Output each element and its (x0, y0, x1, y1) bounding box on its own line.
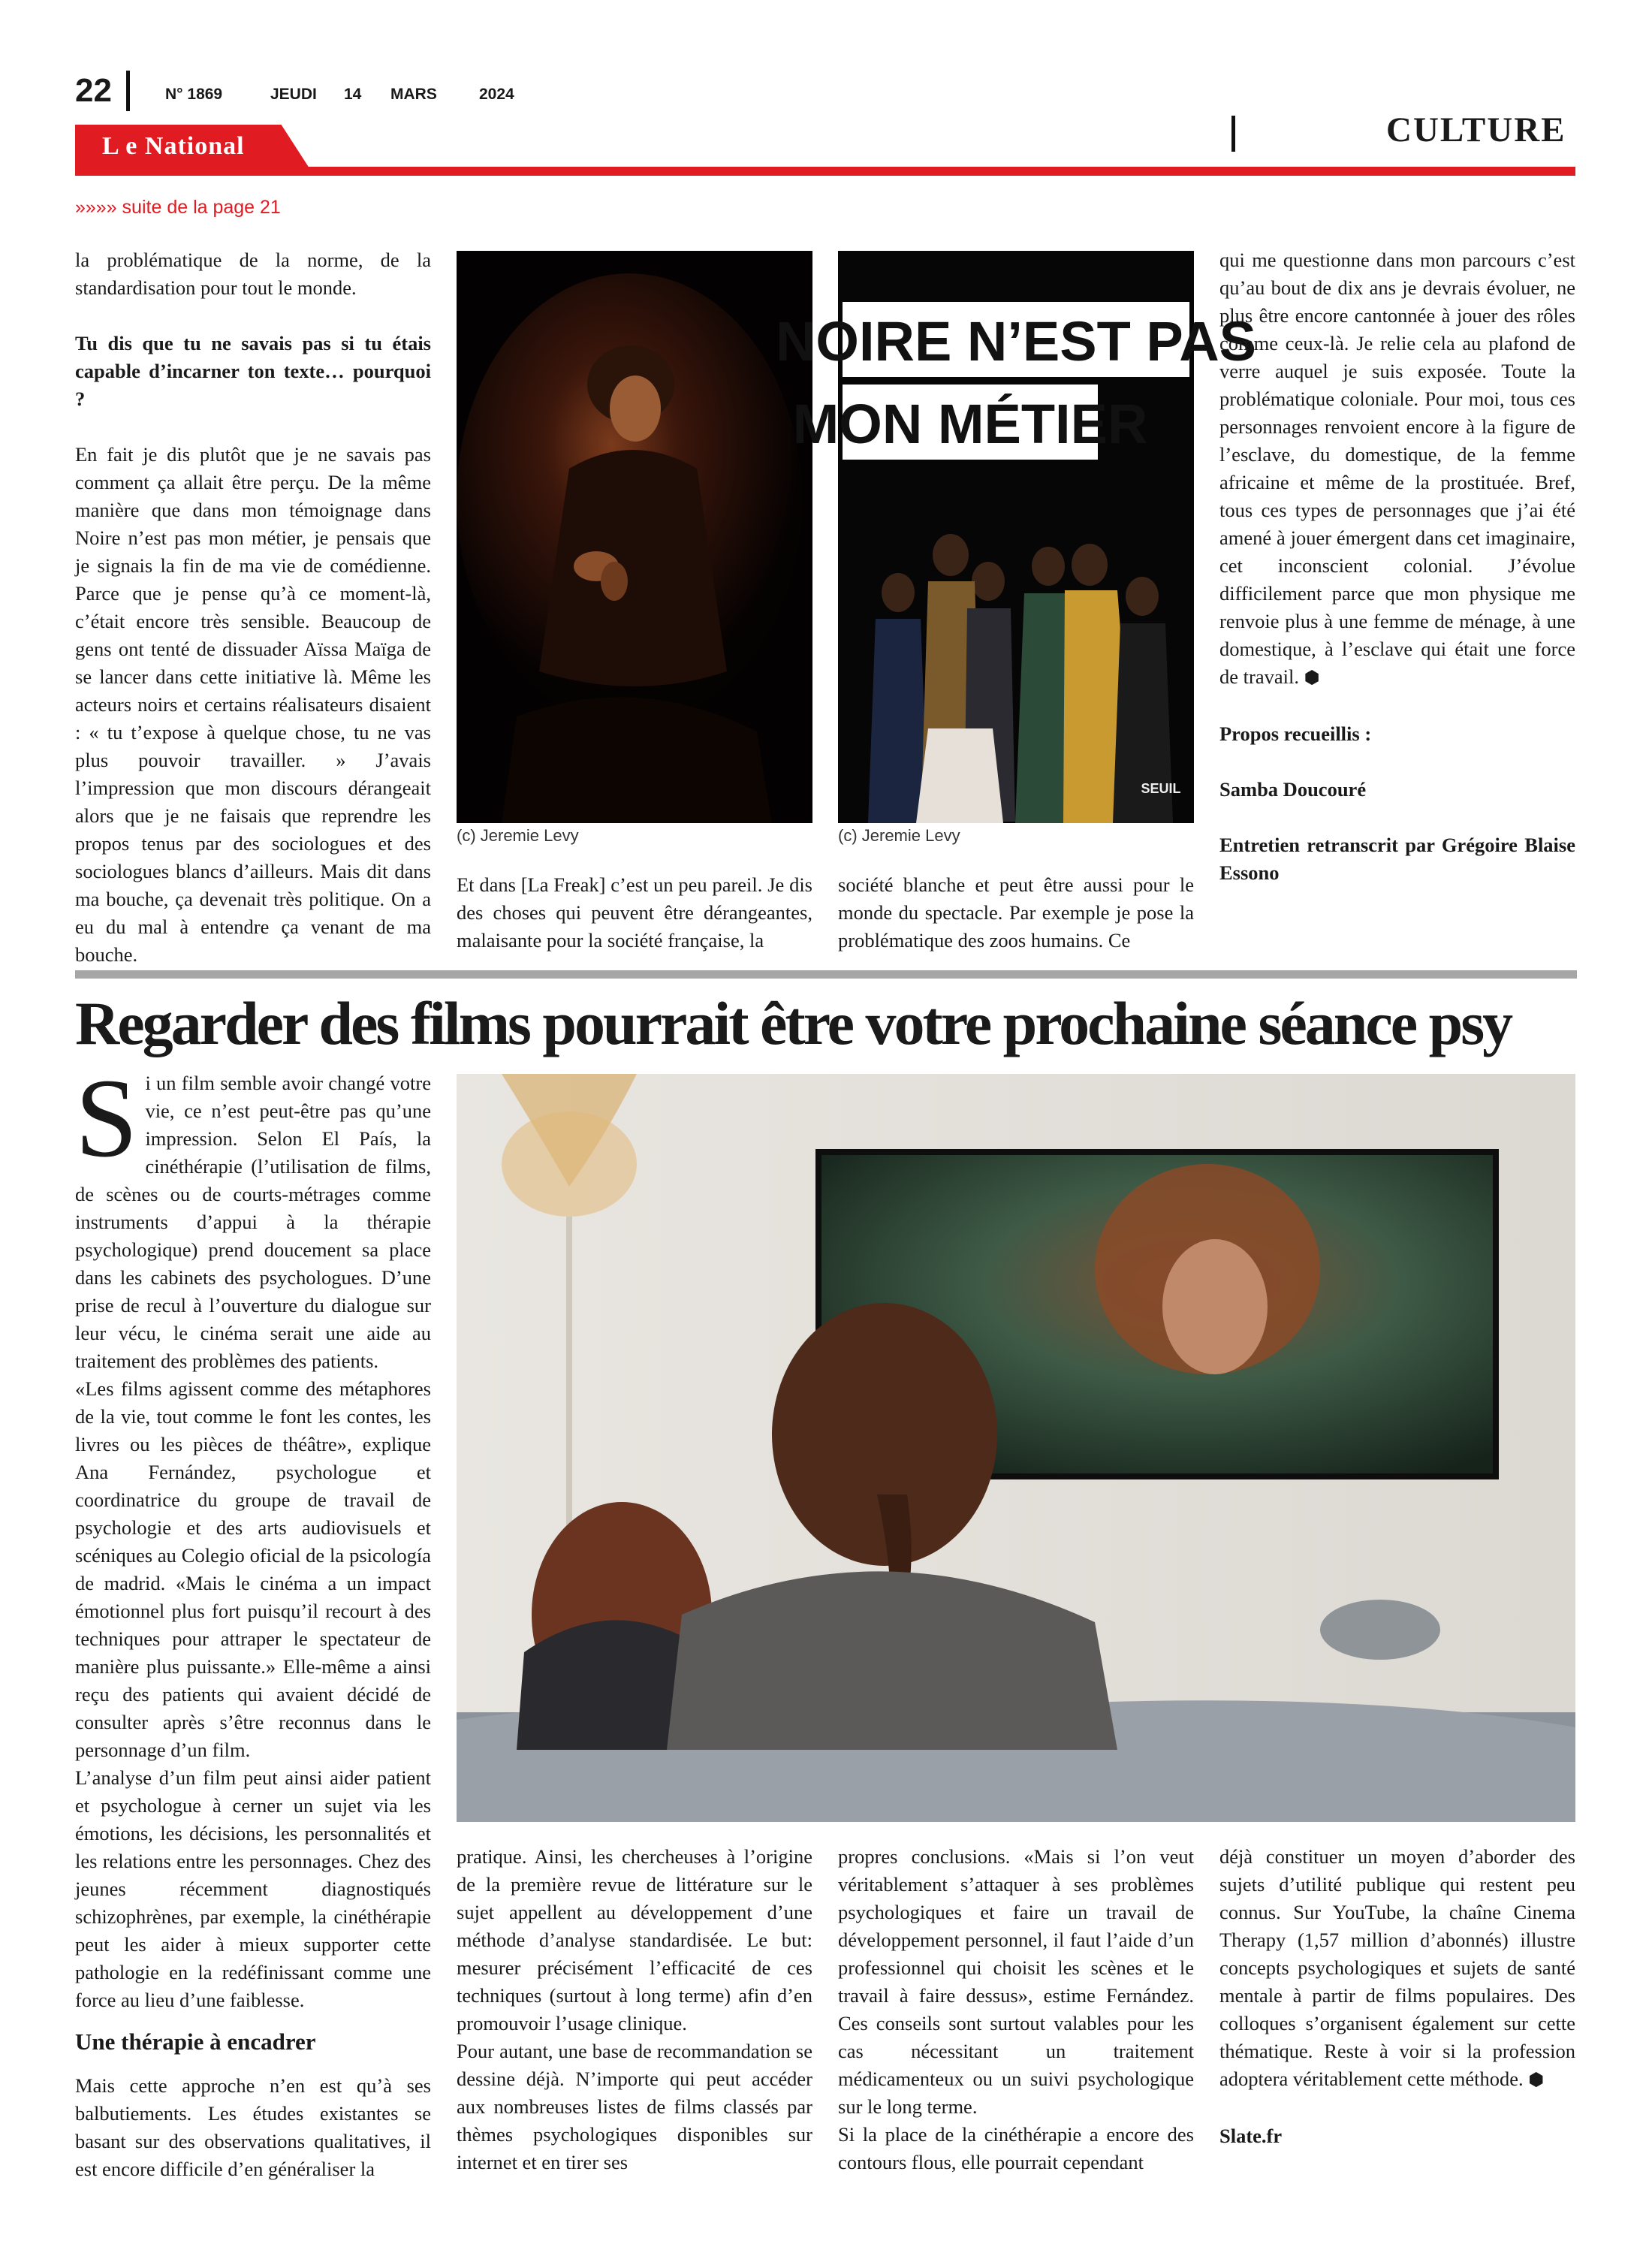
issue-month: MARS (390, 86, 437, 103)
article-paragraph: Si un film semble avoir changé votre vie, ce n’est peut-être pas qu’une impression. Selon El País, la cinéthérapie (l’utilisation de films, de scènes ou de courts-métrages comme instruments d’appui à la thérapie psychologique) prend doucement sa place dans les cabinets des psychologues. D’une prise de recul à l’ouverture du dialogue sur leur vécu, le cinéma serait une aide au traitement des problèmes des patients. (75, 1056, 431, 1372)
issue-number: N° 1869 (165, 86, 223, 103)
interview-paragraph: En fait je dis plutôt que je ne savais pas comment ça allait être perçu. De la même manière que dans mon témoignage dans Noire n’est pas mon métier, je pensais que je signais la fin de ma vie de comédienne. Parce que je pense qu’à ce moment-là, c’était encore très sensible. Beaucoup de gens ont tenté de dissuader Aïssa Maïga de se lancer dans cette initiative là. Même les acteurs noirs et certains réalisateurs disaient : « tu t’expose à quelque chose, tu ne vas plus pouvoir travailler. » J’avais l’impression que mon discours dérangeait alors que je ne faisais que reprendre les propos tenus par des sociologues et des sociologues blancs d’ailleurs. Mais dit dans ma bouche, ça devenait très politique. On a eu du mal à entendre ça venant de ma bouche. (75, 443, 431, 966)
book-publisher: SEUIL (1141, 781, 1181, 796)
header-divider (126, 71, 130, 111)
issue-day: JEUDI (270, 86, 317, 103)
credit-label: Propos recueillis : (1219, 722, 1372, 745)
article-paragraph: pratique. Ainsi, les chercheuses à l’origine de la première revue de littérature sur le sujet appellent au développement d’une méthode d’analyse standardisée. Le but: mesurer précisément l’efficacité de ces techniques (surtout à long terme) afin d’en promouvoir l’usage clinique. (457, 1845, 812, 2034)
brand-logo: L e National (102, 132, 245, 160)
article-paragraph: Mais cette approche n’en est qu’à ses balbutiements. Les études existantes se basant sur des observations qualitatives, il est encore difficile d’en généraliser la (75, 2074, 431, 2180)
watching-tv-photo (457, 1074, 1575, 1822)
issue-date-day: 14 (344, 86, 362, 103)
article-paragraph: Si la place de la cinéthérapie a encore des contours flous, elle pourrait cependant (838, 2123, 1194, 2173)
article-column-2 (457, 1843, 812, 2176)
article-column-4 (1219, 1843, 1575, 2150)
book-cover-photo (775, 251, 1257, 823)
interview-column-2 (457, 871, 812, 955)
photo-caption: (c) Jeremie Levy (457, 826, 579, 845)
continuation-note: »»»» suite de la page 21 (75, 197, 281, 218)
drop-cap: S (75, 1056, 138, 1181)
credit-transcribed: Entretien retranscrit par Grégoire Blaise Essono (1219, 834, 1575, 884)
article-column-3 (838, 1843, 1194, 2176)
article-column-1 (75, 1056, 431, 2183)
section-title: CULTURE (1386, 110, 1566, 149)
article-source: Slate.fr (1219, 2125, 1283, 2147)
credit-name: Samba Doucouré (1219, 778, 1367, 801)
article-headline: Regarder des films pourrait être votre prochaine séance psy (75, 989, 1512, 1057)
page-number: 22 (75, 72, 112, 109)
interview-paragraph: qui me questionne dans mon parcours c’est qu’au bout de dix ans je devrais évoluer, ne plus être encore cantonnée à jouer des rôles comme ceux-là. Je relie cela au plafond de verre auquel je suis exposée. Toute la problématique coloniale. Pour moi, tous ces personnages renvoient encore à la figure de l’esclave, du domestique, de la femme africaine et même de la prostituée. Bref, tous ces types de personnages que j’ai été amené à jouer émergent dans cet imaginaire, cet inconscient colonial. J’évolue difficilement parce que mon physique me renvoie plus à une femme de ménage, à une domestique, à l’esclave qui était une force de travail. ⬢ (1219, 249, 1575, 688)
article-paragraph: Pour autant, une base de recommandation se dessine déjà. N’importe qui peut accéder aux nombreuses listes de films classés par thèmes psychologiques disponibles sur internet et en tirer ses (457, 2040, 812, 2173)
article-paragraph: «Les films agissent comme des métaphores de la vie, tout comme le font les contes, les livres ou les pièces de théâtre», explique Ana Fernández, psychologue et coordinatrice du groupe de travail de psychologie et des arts audiovisuels et scéniques au Colegio oficial de la psicología de madrid. «Mais le cinéma a un impact émotionnel plus fort puisqu’il recourt à des techniques pour attraper le spectateur de manière plus puissante.» Elle-même a ainsi reçu des patients qui avaient décidé de consulter après s’être reconnus dans le personnage d’un film. (75, 1377, 431, 1761)
interview-paragraph: la problématique de la norme, de la standardisation pour tout le monde. (75, 249, 431, 299)
section-divider (1231, 116, 1235, 152)
interview-column-1 (75, 246, 431, 969)
book-title-line-2: MON MÉTIER (792, 393, 1148, 455)
article-subhead: Une thérapie à encadrer (75, 2028, 316, 2055)
section-separator (75, 970, 1577, 979)
header-rule (75, 167, 1575, 176)
interview-question: Tu dis que tu ne savais pas si tu étais capable d’incarner ton texte… pourquoi ? (75, 332, 431, 410)
interview-paragraph: société blanche et peut être aussi pour le monde du spectacle. Par exemple je pose la problématique des zoos humains. Ce (838, 873, 1194, 952)
interview-paragraph: Et dans [La Freak] c’est un peu pareil. Je dis des choses qui peuvent être dérangeantes, malaisante pour la société française, la (457, 873, 812, 952)
article-paragraph: L’analyse d’un film peut ainsi aider patient et psychologue à cerner un sujet via les émotions, les décisions, les personnalités et les relations entre les personnages. Chez des jeunes récemment diagnostiqués schizophrènes, par exemple, la cinéthérapie peut les aider à mieux supporter cette pathologie en la redéfinissant comme une force au lieu d’une faiblesse. (75, 1766, 431, 2011)
issue-year: 2024 (479, 86, 514, 103)
interview-column-3 (838, 871, 1194, 955)
interview-column-4 (1219, 246, 1575, 887)
article-paragraph: propres conclusions. «Mais si l’on veut véritablement s’attaquer à ses problèmes psychologiques et faire un travail de développement personnel, il faut l’aide d’un professionnel qui choisit les scènes et le travail à faire dessus», estime Fernández. Ces conseils sont surtout valables pour les cas nécessitant un traitement médicamenteux ou un suivi psychologique sur le long terme. (838, 1845, 1194, 2118)
stage-performer-photo (457, 251, 812, 823)
article-paragraph: déjà constituer un moyen d’aborder des sujets d’utilité publique qui restent peu connus. Sur YouTube, la chaîne Cinema Therapy (1,57 million d’abonnés) illustre concepts psychologiques et sujets de santé mentale à partir de films populaires. Des colloques s’organisent également sur cette thématique. Reste à voir si la profession adoptera véritablement cette méthode. ⬢ (1219, 1845, 1575, 2090)
book-title-line-1: NOIRE N’EST PAS (775, 310, 1257, 372)
photo-caption: (c) Jeremie Levy (838, 826, 960, 845)
